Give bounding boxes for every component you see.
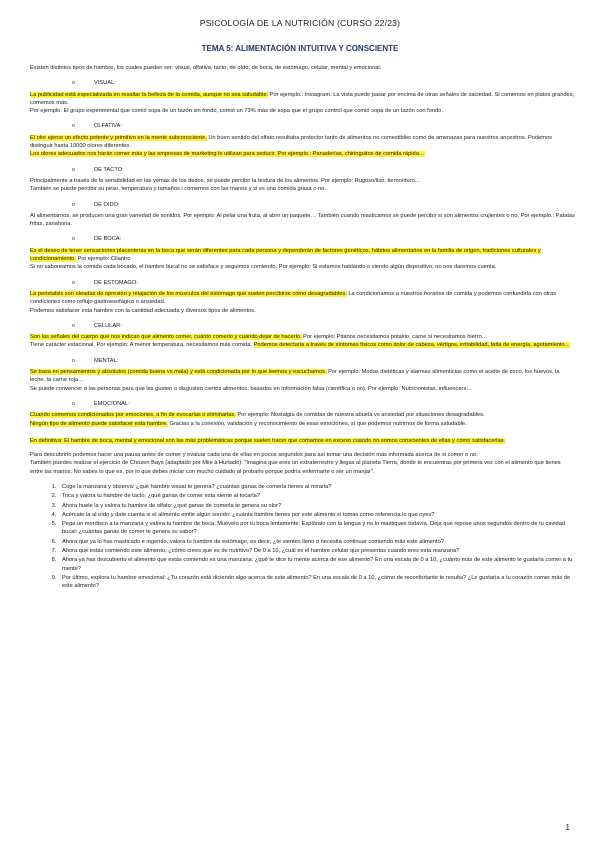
emocional-paragraph: Cuando comemos condicionados por emociones, a fin de evocarlas o eliminarlas. Por ejemplo: Nostalgia de comidas de nuestra abuela vs ansiedad por situaciones desagradables.: [30, 412, 485, 419]
mental-paragraph-2: Se puede convencer a las personas para que les gusten o disgusten ciertos alimentos, basados en información falsa (científica o no). Por ejemplo: Nutricionistas, influencers…: [30, 385, 472, 392]
bullet-icon: o: [72, 123, 75, 130]
boca-paragraph: Es el deseo de tener sensaciones placenteras en la boca que serán diferentes para cada persona y dependerán de factores genéticos, hábitos alimentarios en la familia de origen, tradiciones culturales y condicionamiento. Por ejemplo: Cilantro: [30, 247, 541, 263]
exercise-description-paragraph: También puedes realizar el ejercicio de Chozen Bays (adaptado por Miie à Hurtado): "Imagina que eres un extraterrestre y llegas al planeta Tierra, donde te encuentras por primera vez con el alimento que tienes entre las manos. No sabes lo que es, por lo que debes iniciar con mucho cuidado al probarlo porque podría enfermarte o ser un manjar".: [30, 460, 561, 475]
tacto-paragraph-2: También se puede percibir su peso, temperatura y tamaños i comemos con las manos y si es una comida grasa o no.: [30, 186, 326, 193]
section-heading-olfativa: o OLFATIVA:: [72, 123, 122, 130]
list-item: 5. Pega un mordisco a la manzana y valora tu hambre de boca. Muévelo por tu boca lentamente. Explóralo con la lengua y no lo mastiques todavía. Deja que repose unos segundos dentro de tu cavidad bucal: ¿cuántas ganas de comer te genera su sabor?: [58, 520, 575, 537]
conclusion-paragraph: En definitiva: El hambre de boca, mental y emocional son las más problemáticas porque suelen hacer que comamos en exceso cuando no somos conscientes de ellas y cómo satisfacerlas.: [30, 437, 506, 444]
tacto-paragraph: Principalmente a través de la sensibilidad en las yemas de los dedos, se puede percibir la textura de los alimentos. Por ejemplo: Rugoso/liso, tierno/duro…: [30, 177, 421, 184]
mental-paragraph: Se basa en pensamientos y absolutos (comida buena vs mala) y está condicionada por lo que leemos y escuchamos. Por ejemplo: Modas dietéticas y alarmas alimenticias como el aceite de coco, los huevos, la leche, la carne roja…: [30, 369, 560, 384]
olfativa-paragraph: El olor ejerce un efecto potente y primitivo en la mente subconsciente. Un buen sentido del olfato resultaba protector tanto de alimentos no comestibles como de amenazas para nuestros ancestros. Podemos distinguir hasta 10000 olores diferentes.: [30, 134, 552, 150]
list-item: 3. Ahora huele la y valora tu hambre de olfato: ¿qué ganas de comerla te genera su olor?: [58, 502, 575, 510]
exercise-intro-paragraph: Para descubrirlo podemos hacer una pausa antes de comer y evaluar cada una de ellas en pocos segundos para así tomar una decisión más informada acerca de si comer o no.: [30, 452, 478, 459]
section-heading-oido: o DE OIDO:: [72, 201, 120, 208]
section-heading-boca: o DE BOCA:: [72, 236, 122, 243]
boca-paragraph-2: Si no saboreamos la comida cada bocado, el hambre bucal no se satisface y seguimos comiendo. Por ejemplo: Si estamos hablando o viendo algún dispositivo, no nos daremos cuenta.: [30, 264, 497, 271]
section-heading-celular: o CELULAR:: [72, 322, 122, 329]
section-heading-visual: o VISUAL:: [72, 80, 116, 87]
exercise-steps-list: [30, 483, 575, 591]
bullet-icon: o: [72, 201, 75, 208]
list-item: 8. Ahora ya has descubierto el alimento que estás comiendo es una manzana: ¿qué te dice tu mente acerca de ese alimento? En una escala de 0 a 10, ¿cuánto más de este alimento le gustaría comer a tu mente?: [58, 556, 575, 573]
section-heading-estomago: o DE ESTOMAGO:: [72, 279, 138, 286]
section-heading-tacto: o DE TACTO:: [72, 166, 124, 173]
list-item: 2. Toca y valora tu hambre de tacto: ¿qué ganas de comer esta siente al tocarla?: [58, 492, 575, 500]
bullet-icon: o: [72, 80, 75, 87]
oido-paragraph: Al alimentarnos, se producen una gran variedad de sonidos. Por ejemplo: Al pelar una fruta, al abrir un paquete… También cuando masticamos se puede percibir si son alimentos crujientes o no. Por ejemplo.: Patatas fritas, zanahoria.: [30, 212, 575, 228]
bullet-icon: o: [72, 357, 75, 364]
topic-title: TEMA 5: ALIMENTACIÓN INTUITIVA Y CONSCIENTE: [201, 44, 399, 53]
list-item: 9. Por último, explora tu hambre emocional: ¿Tu corazón está diciendo algo acerca de este alimento? En una escala de 0 a 10, ¿cómo de reconfortante te resulta? ¿Le gustaría a tu corazón comer más de este alimento?: [58, 574, 575, 591]
visual-example: Por ejemplo: El grupo experimental que comió sopa de un tazón sin fondo, comió un 73% más de sopa que el grupo control que comió sopa de un tazón con fondo.: [30, 108, 443, 115]
section-heading-emocional: o EMOCIONAL:: [72, 400, 130, 407]
bullet-icon: o: [72, 322, 75, 329]
list-item: 7. Ahora que estás comiendo este alimento, ¿cómo crees que es de nutritivo? De 0 a 10, ¿cuál es el hambre celular que presentas cuando eres esta manzana?: [58, 547, 575, 555]
bullet-icon: o: [72, 166, 75, 173]
page-number: 1: [565, 823, 570, 832]
celular-paragraph-2: Tiene carácter estacional. Por ejemplo: A menor temperatura, necesitamos más comida. Podemos detectarla a través de síntomas físicos como dolor de cabeza, vértigos, irritabilidad, falta de energía, agotamiento…: [30, 342, 571, 349]
olfativa-marketing: Los olores adecuados nos harán comer más y las empresas de marketing lo utilizan para seducir. Por ejemplo.: Panaderías, chiringuitos de comida rápida…: [30, 151, 425, 158]
list-item: 4. Acércate la al oído y date cuenta si el alimento emite algún sonido: ¿cuánta hambre tienes por este alimento si tomas como referencia lo que oyes?: [58, 511, 575, 519]
estomago-paragraph: La peristalsis son oleadas de opresión y relajación de los músculos del estómago que suelen percibirse como desagradables. La condicionamos a nuestros horarios de comida y podemos confundirla con otras condiciones como reflujo gastroesofágico o ansiedad.: [30, 290, 557, 306]
list-item: 6. Ahora que ya lo has masticado e ingerido, valora tu hambre de estómago, es decir, ¿te sientes lleno o necesita continuar comiendo más este alimento?: [58, 538, 575, 546]
section-heading-mental: o MENTAL:: [72, 357, 119, 364]
bullet-icon: o: [72, 400, 75, 407]
bullet-icon: o: [72, 236, 75, 243]
list-item: 1. Coge la manzana y observa: ¿qué hambre visual te genera? ¿cuántas ganas de comerla tienes al mirarla?: [58, 483, 575, 491]
course-header: PSICOLOGÍA DE LA NUTRICIÓN (CURSO 22/23): [199, 18, 401, 28]
bullet-icon: o: [72, 279, 75, 286]
document-body: [30, 64, 575, 592]
intro-paragraph: Existen distintos tipos de hambre, los cuales pueden ser: visual, olfativa, tacto, de oído, de boca, de estómago, celular, mental y emocional.: [30, 65, 382, 71]
visual-paragraph: La publicidad está especializada en resaltar la belleza de la comida, aunque no sea saludable. Por ejemplo.: Instagram. La vista puede pasar por encima de otras señales de saciedad. Si comemos en platos grandes, comemos más.: [30, 91, 575, 106]
emocional-paragraph-2: Ningún tipo de alimento puede satisfacer esta hambre. Gracias a la conexión, validación y reconocimiento de esas emociones, sí que podemos nutrirnos de forma saludable.: [30, 420, 467, 427]
celular-paragraph: Son las señales del cuerpo que nos indican qué alimento comer, cuánto comerlo y cuándo dejar de hacerlo. Por ejemplo: Pitanos necesitamos potasio, carne si necesitamos hierro…: [30, 334, 488, 341]
estomago-paragraph-2: Podemos satisfacer esta hambre con la cantidad adecuada y diversos tipos de alimentos.: [30, 307, 256, 314]
